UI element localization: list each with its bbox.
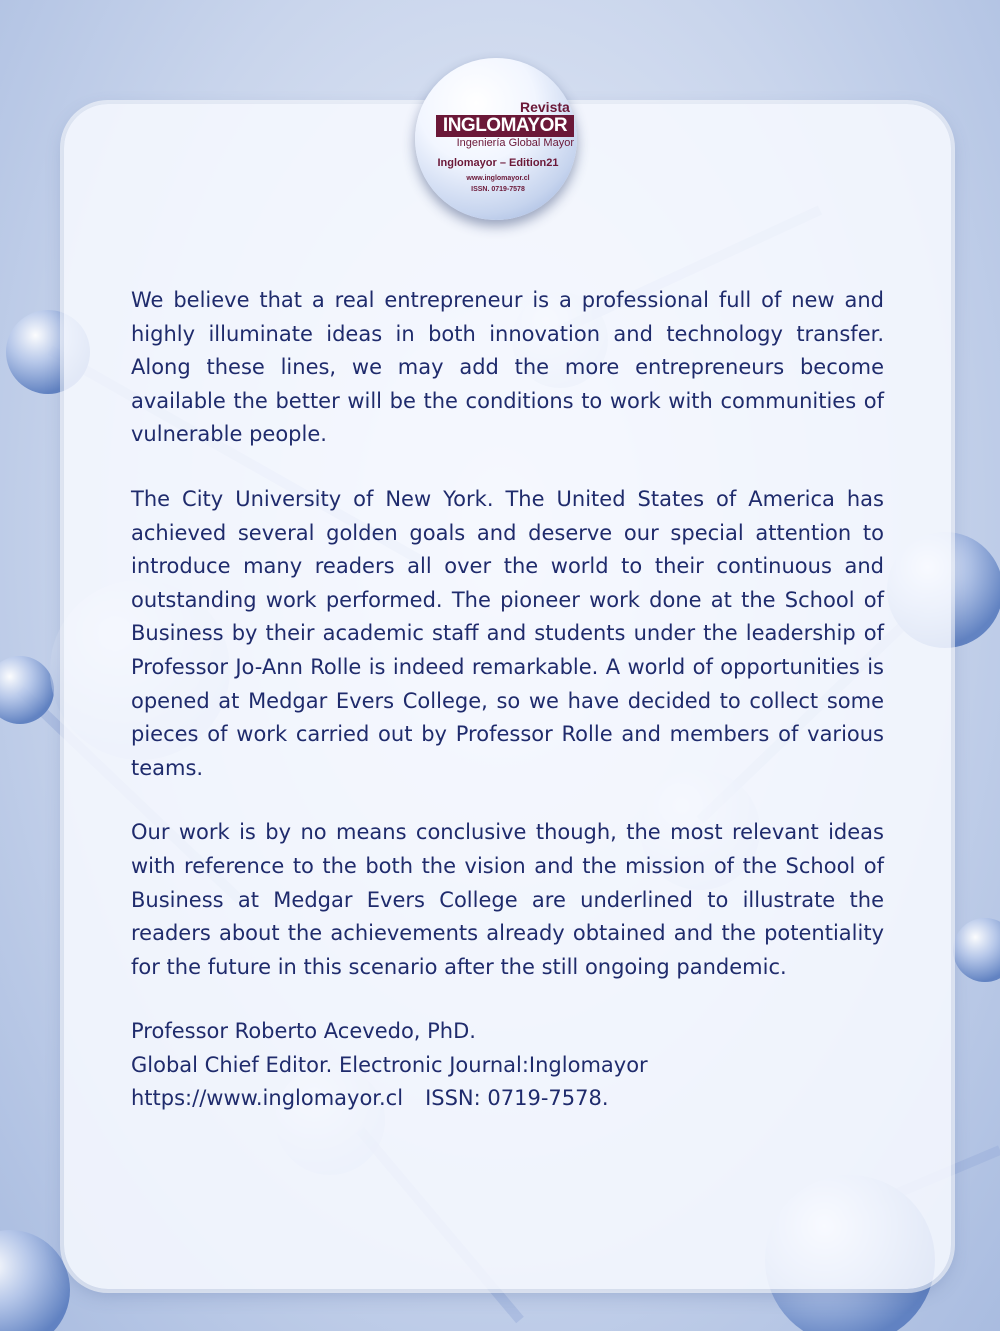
logo-revista-label: Revista [520,99,570,115]
paragraph-cuny: The City University of New York. The United States of America has achieved several golden goals and deserve our special attention to introduce many readers all over the world to their continuous and outstanding work performed. The pioneer work done at the School of Business by their academic staff and students under the leadership of Professor Jo-Ann Rolle is indeed remarkable. A world of opportunities is opened at Medgar Evers College, so we have decided to collect some pieces of work carried out by Professor Rolle and members of various teams. [131,486,884,780]
signature-url: https://www.inglomayor.cl [131,1086,404,1111]
sphere-bottom-left [0,1230,70,1331]
paragraph-entrepreneur: We believe that a real entrepreneur is a professional full of new and highly illuminate ideas in both innovation and technology transfer. Along these lines, we may add the more entrepreneurs become available the better will be the conditions to work with communities of vulnerable people. [131,288,884,447]
editorial-text [131,284,884,1116]
logo-subtitle: Ingeniería Global Mayor [456,137,574,149]
logo-edition: Inglomayor – Edition21 [437,157,559,169]
signature-contact-line [131,1082,884,1116]
paragraph-conclusion: Our work is by no means conclusive though, the most relevant ideas with reference to the both the vision and the mission of the School of Business at Medgar Evers College are underlined to illustrate the readers about the achievements already obtained and the potentiality for the future in this scenario after the still ongoing pandemic. [131,820,884,979]
logo-issn: ISSN. 0719-7578 [471,186,525,193]
signature-issn: ISSN: 0719-7578. [425,1086,609,1111]
logo-url: www.inglomayor.cl [466,175,530,182]
signature-block [131,1015,884,1116]
signature-title: Global Chief Editor. Electronic Journal:Inglomayor [131,1052,648,1077]
sphere-right-lower [953,918,1000,982]
logo-brand-name: INGLOMAYOR [436,115,574,137]
signature-name: Professor Roberto Acevedo, PhD. [131,1019,476,1044]
